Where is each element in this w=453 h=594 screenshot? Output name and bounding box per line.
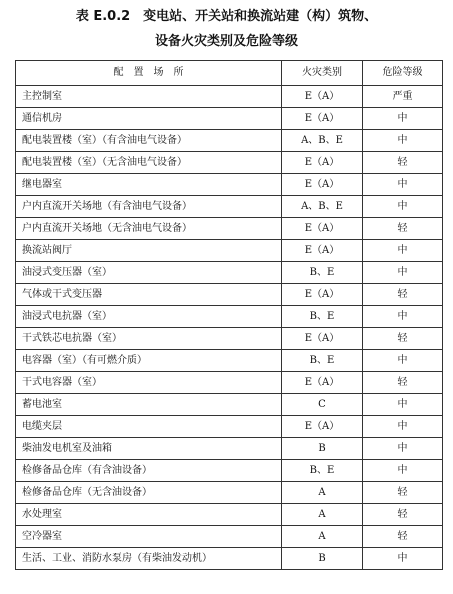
table-row — [16, 350, 443, 372]
cell-fire-category: E（A） — [282, 328, 363, 350]
cell-risk-level: 中 — [363, 174, 443, 196]
table-row — [16, 416, 443, 438]
cell-fire-category: A — [282, 526, 363, 548]
table-row — [16, 548, 443, 570]
table-row — [16, 526, 443, 548]
cell-location: 油浸式变压器（室） — [16, 262, 282, 284]
table-row — [16, 284, 443, 306]
cell-location: 继电器室 — [16, 174, 282, 196]
cell-risk-level: 轻 — [363, 284, 443, 306]
cell-location: 电缆夹层 — [16, 416, 282, 438]
fire-category-table — [15, 60, 443, 570]
cell-risk-level: 轻 — [363, 372, 443, 394]
table-row — [16, 130, 443, 152]
cell-location: 户内直流开关场地（无含油电气设备） — [16, 218, 282, 240]
cell-risk-level: 轻 — [363, 152, 443, 174]
cell-location: 检修备品仓库（无含油设备） — [16, 482, 282, 504]
cell-location: 柴油发电机室及油箱 — [16, 438, 282, 460]
cell-location: 配电装置楼（室）（无含油电气设备） — [16, 152, 282, 174]
cell-fire-category: E（A） — [282, 284, 363, 306]
cell-fire-category: B、E — [282, 306, 363, 328]
cell-fire-category: B、E — [282, 460, 363, 482]
cell-location: 油浸式电抗器（室） — [16, 306, 282, 328]
cell-location: 配电装置楼（室）（有含油电气设备） — [16, 130, 282, 152]
table-row — [16, 328, 443, 350]
table-row — [16, 460, 443, 482]
cell-fire-category: E（A） — [282, 218, 363, 240]
table-row — [16, 152, 443, 174]
cell-fire-category: A — [282, 482, 363, 504]
cell-fire-category: A、B、E — [282, 130, 363, 152]
cell-risk-level: 中 — [363, 130, 443, 152]
cell-fire-category: E（A） — [282, 240, 363, 262]
cell-risk-level: 轻 — [363, 482, 443, 504]
cell-location: 水处理室 — [16, 504, 282, 526]
cell-fire-category: B、E — [282, 262, 363, 284]
cell-location: 电容器（室）（有可燃介质） — [16, 350, 282, 372]
cell-location: 蓄电池室 — [16, 394, 282, 416]
cell-risk-level: 轻 — [363, 328, 443, 350]
cell-fire-category: E（A） — [282, 86, 363, 108]
header-location: 配 置 场 所 — [16, 61, 282, 86]
cell-risk-level: 轻 — [363, 526, 443, 548]
cell-risk-level: 中 — [363, 438, 443, 460]
cell-location: 空冷器室 — [16, 526, 282, 548]
cell-fire-category: A、B、E — [282, 196, 363, 218]
table-row — [16, 504, 443, 526]
cell-fire-category: E（A） — [282, 152, 363, 174]
table-title-line-2: 设备火灾类别及危险等级 — [154, 34, 298, 49]
cell-fire-category: E（A） — [282, 416, 363, 438]
table-title-line-1: 表 E.0.2 变电站、开关站和换流站建（构）筑物、 — [75, 9, 378, 24]
cell-risk-level: 中 — [363, 240, 443, 262]
cell-location: 干式铁芯电抗器（室） — [16, 328, 282, 350]
table-header-row — [16, 61, 443, 86]
table-row — [16, 86, 443, 108]
cell-risk-level: 中 — [363, 196, 443, 218]
cell-location: 户内直流开关场地（有含油电气设备） — [16, 196, 282, 218]
cell-risk-level: 中 — [363, 262, 443, 284]
cell-risk-level: 中 — [363, 306, 443, 328]
table-row — [16, 196, 443, 218]
cell-fire-category: C — [282, 394, 363, 416]
table-row — [16, 394, 443, 416]
cell-risk-level: 中 — [363, 350, 443, 372]
cell-location: 干式电容器（室） — [16, 372, 282, 394]
cell-location: 换流站阀厅 — [16, 240, 282, 262]
cell-location: 主控制室 — [16, 86, 282, 108]
table-row — [16, 174, 443, 196]
header-fire-category: 火灾类别 — [282, 61, 363, 86]
cell-risk-level: 轻 — [363, 504, 443, 526]
table-body — [16, 86, 443, 570]
table-row — [16, 262, 443, 284]
cell-risk-level: 中 — [363, 394, 443, 416]
cell-risk-level: 中 — [363, 548, 443, 570]
cell-risk-level: 中 — [363, 460, 443, 482]
cell-fire-category: B — [282, 438, 363, 460]
cell-location: 气体或干式变压器 — [16, 284, 282, 306]
cell-fire-category: E（A） — [282, 372, 363, 394]
table-row — [16, 240, 443, 262]
cell-fire-category: B、E — [282, 350, 363, 372]
cell-risk-level: 轻 — [363, 218, 443, 240]
table-row — [16, 306, 443, 328]
cell-location: 通信机房 — [16, 108, 282, 130]
cell-fire-category: E（A） — [282, 108, 363, 130]
cell-risk-level: 严重 — [363, 86, 443, 108]
cell-fire-category: B — [282, 548, 363, 570]
cell-risk-level: 中 — [363, 108, 443, 130]
table-row — [16, 108, 443, 130]
table-row — [16, 482, 443, 504]
cell-location: 检修备品仓库（有含油设备） — [16, 460, 282, 482]
table-row — [16, 438, 443, 460]
cell-location: 生活、工业、消防水泵房（有柴油发动机） — [16, 548, 282, 570]
table-row — [16, 218, 443, 240]
header-risk-level: 危险等级 — [363, 61, 443, 86]
cell-fire-category: E（A） — [282, 174, 363, 196]
cell-risk-level: 中 — [363, 416, 443, 438]
table-row — [16, 372, 443, 394]
cell-fire-category: A — [282, 504, 363, 526]
